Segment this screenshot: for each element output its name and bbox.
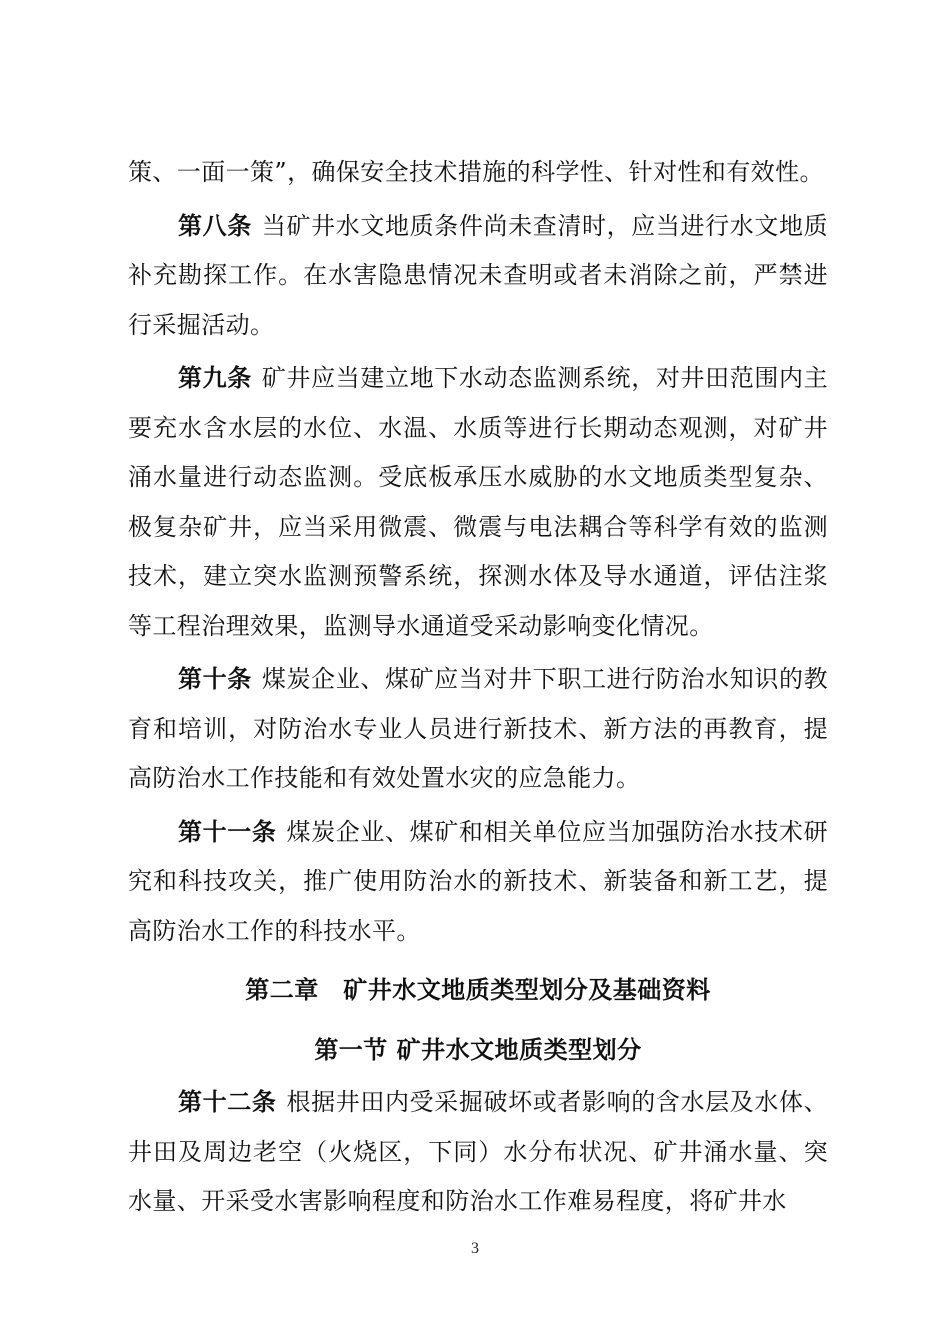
article-10 xyxy=(128,655,828,804)
article-heading: 第十一条 xyxy=(178,817,277,846)
article-11 xyxy=(128,808,828,957)
article-heading: 第十二条 xyxy=(178,1088,277,1116)
section-title: 第一节 矿井水文地质类型划分 xyxy=(314,1036,642,1064)
article-text: 根据井田内受采掘破坏或者影响的含水层及水体、井田及周边老空（火烧区，下同）水分布状况、矿井涌水量、突水量、开采受水害影响程度和防治水工作难易程度，将矿井水 xyxy=(128,1088,828,1215)
article-8 xyxy=(128,202,828,351)
document-body xyxy=(128,148,828,1227)
paragraph-continuation xyxy=(128,148,828,198)
article-heading: 第九条 xyxy=(178,364,252,392)
chapter-title: 第二章 矿井水文地质类型划分及基础资料 xyxy=(245,976,711,1004)
article-text: 矿井应当建立地下水动态监测系统，对井田范围内主要充水含水层的水位、水温、水质等进行长期动态观测，对矿井涌水量进行动态监测。受底板承压水威胁的水文地质类型复杂、极复杂矿井，应当采用微震、微震与电法耦合等科学有效的监测技术，建立突水监测预警系统，探测水体及导水通道，评估注浆等工程治理效果，监测导水通道受采动影响变化情况。 xyxy=(128,364,828,640)
article-text: 煤炭企业、煤矿应当对井下职工进行防治水知识的教育和培训，对防治水专业人员进行新技术、新方法的再教育，提高防治水工作技能和有效处置水灾的应急能力。 xyxy=(128,665,828,792)
article-text: 煤炭企业、煤矿和相关单位应当加强防治水技术研究和科技攻关，推广使用防治水的新技术、新装备和新工艺，提高防治水工作的科技水平。 xyxy=(128,817,828,945)
article-heading: 第十条 xyxy=(178,665,252,693)
page-number: 3 xyxy=(471,1240,479,1257)
article-9 xyxy=(128,354,828,651)
article-12 xyxy=(128,1078,828,1227)
paragraph-text: 策、一面一策”，确保安全技术措施的科学性、针对性和有效性。 xyxy=(128,158,824,186)
article-text: 当矿井水文地质条件尚未查清时，应当进行水文地质补充勘探工作。在水害隐患情况未查明或者未消除之前，严禁进行采掘活动。 xyxy=(128,211,828,339)
article-heading: 第八条 xyxy=(178,211,252,240)
